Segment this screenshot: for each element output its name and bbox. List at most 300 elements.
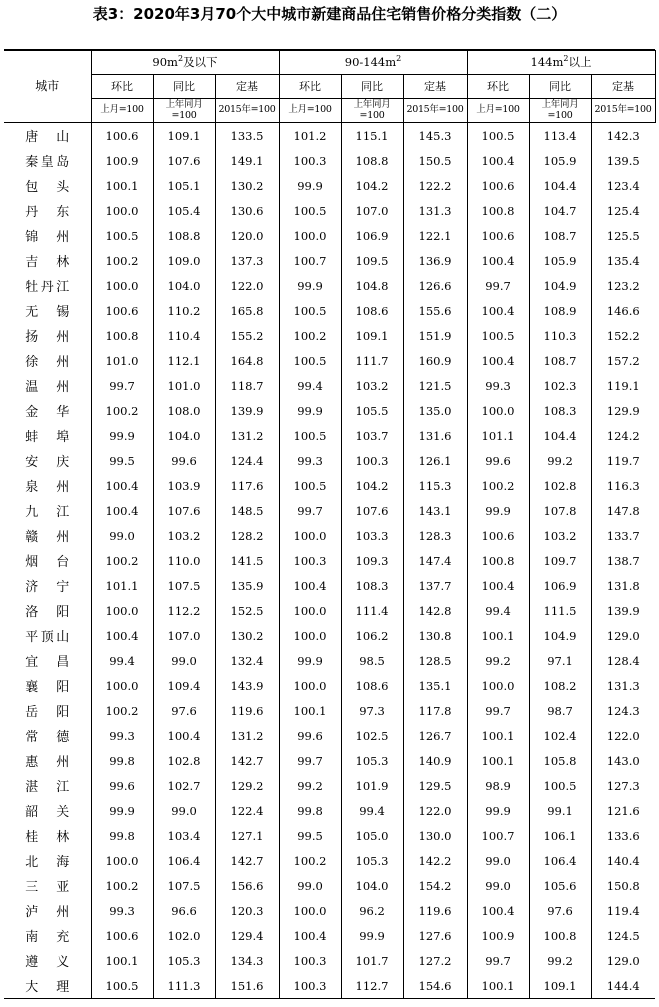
table-row xyxy=(4,223,655,248)
value-cell: 106.9 xyxy=(341,223,403,248)
value-cell: 100.0 xyxy=(279,223,341,248)
value-cell: 112.2 xyxy=(153,598,215,623)
value-cell: 99.5 xyxy=(279,823,341,848)
value-cell: 131.2 xyxy=(215,423,279,448)
city-cell xyxy=(4,598,91,623)
table-row xyxy=(4,823,655,848)
value-cell: 100.6 xyxy=(467,523,529,548)
table-row xyxy=(4,848,655,873)
value-cell: 111.5 xyxy=(529,598,591,623)
value-cell: 124.3 xyxy=(591,698,655,723)
value-cell: 100.8 xyxy=(91,323,153,348)
city-name: 桂林 xyxy=(25,830,70,845)
value-cell: 142.7 xyxy=(215,848,279,873)
value-cell: 101.2 xyxy=(279,123,341,149)
city-name: 大理 xyxy=(25,980,70,995)
value-cell: 111.4 xyxy=(341,598,403,623)
city-name: 吉林 xyxy=(25,255,70,270)
value-cell: 135.0 xyxy=(403,398,467,423)
value-cell: 99.2 xyxy=(467,648,529,673)
value-cell: 107.0 xyxy=(341,198,403,223)
value-cell: 100.6 xyxy=(467,223,529,248)
value-cell: 97.3 xyxy=(341,698,403,723)
value-cell: 147.8 xyxy=(591,498,655,523)
value-cell: 99.1 xyxy=(529,798,591,823)
value-cell: 100.5 xyxy=(467,323,529,348)
value-cell: 126.1 xyxy=(403,448,467,473)
subheader-mom: 环比 xyxy=(91,75,153,99)
base-header-fixed: 2015年=100 xyxy=(591,99,655,123)
value-cell: 99.9 xyxy=(279,273,341,298)
base-header-yoy: 上年同月=100 xyxy=(341,99,403,123)
value-cell: 130.2 xyxy=(215,173,279,198)
value-cell: 101.0 xyxy=(153,373,215,398)
city-cell xyxy=(4,823,91,848)
value-cell: 135.4 xyxy=(591,248,655,273)
value-cell: 107.5 xyxy=(153,573,215,598)
table-row xyxy=(4,173,655,198)
table-body xyxy=(4,123,655,999)
base-header-mom: 上月=100 xyxy=(467,99,529,123)
value-cell: 99.7 xyxy=(279,748,341,773)
value-cell: 97.6 xyxy=(153,698,215,723)
table-row xyxy=(4,648,655,673)
value-cell: 99.6 xyxy=(467,448,529,473)
value-cell: 130.6 xyxy=(215,198,279,223)
value-cell: 99.0 xyxy=(467,848,529,873)
table-row xyxy=(4,523,655,548)
value-cell: 117.6 xyxy=(215,473,279,498)
value-cell: 101.9 xyxy=(341,773,403,798)
value-cell: 100.1 xyxy=(91,173,153,198)
city-cell xyxy=(4,473,91,498)
value-cell: 129.4 xyxy=(215,923,279,948)
group-header-medium: $90-144m^2$ xyxy=(279,51,467,75)
value-cell: 152.5 xyxy=(215,598,279,623)
city-name: 平顶山 xyxy=(25,630,70,645)
value-cell: 120.0 xyxy=(215,223,279,248)
value-cell: 145.3 xyxy=(403,123,467,149)
city-cell xyxy=(4,323,91,348)
value-cell: 112.1 xyxy=(153,348,215,373)
value-cell: 99.0 xyxy=(153,798,215,823)
city-cell xyxy=(4,923,91,948)
value-cell: 150.8 xyxy=(591,873,655,898)
value-cell: 104.2 xyxy=(341,173,403,198)
value-cell: 99.0 xyxy=(91,523,153,548)
value-cell: 102.8 xyxy=(153,748,215,773)
value-cell: 107.8 xyxy=(529,498,591,523)
table-row xyxy=(4,748,655,773)
price-index-table xyxy=(4,50,656,999)
value-cell: 110.3 xyxy=(529,323,591,348)
value-cell: 155.2 xyxy=(215,323,279,348)
value-cell: 113.4 xyxy=(529,123,591,149)
value-cell: 106.1 xyxy=(529,823,591,848)
value-cell: 99.3 xyxy=(91,898,153,923)
value-cell: 103.7 xyxy=(341,423,403,448)
value-cell: 122.2 xyxy=(403,173,467,198)
value-cell: 102.0 xyxy=(153,923,215,948)
value-cell: 154.6 xyxy=(403,973,467,999)
value-cell: 142.3 xyxy=(591,123,655,149)
value-cell: 99.2 xyxy=(529,448,591,473)
table-row xyxy=(4,948,655,973)
value-cell: 100.2 xyxy=(279,323,341,348)
city-name: 常德 xyxy=(25,730,70,745)
subheader-yoy: 同比 xyxy=(153,75,215,99)
value-cell: 98.9 xyxy=(467,773,529,798)
table-row xyxy=(4,573,655,598)
city-name: 赣州 xyxy=(25,530,70,545)
value-cell: 151.9 xyxy=(403,323,467,348)
value-cell: 146.6 xyxy=(591,298,655,323)
value-cell: 106.4 xyxy=(529,848,591,873)
base-header-yoy: 上年同月=100 xyxy=(153,99,215,123)
value-cell: 100.2 xyxy=(91,248,153,273)
table-row xyxy=(4,973,655,999)
value-cell: 100.7 xyxy=(279,248,341,273)
value-cell: 99.8 xyxy=(91,748,153,773)
value-cell: 100.0 xyxy=(91,198,153,223)
value-cell: 102.3 xyxy=(529,373,591,398)
value-cell: 99.7 xyxy=(91,373,153,398)
table-row xyxy=(4,923,655,948)
value-cell: 122.0 xyxy=(403,798,467,823)
value-cell: 99.9 xyxy=(279,398,341,423)
city-cell xyxy=(4,173,91,198)
city-cell xyxy=(4,373,91,398)
value-cell: 107.6 xyxy=(153,148,215,173)
city-cell xyxy=(4,948,91,973)
base-header-fixed: 2015年=100 xyxy=(215,99,279,123)
table-row xyxy=(4,773,655,798)
value-cell: 105.3 xyxy=(341,848,403,873)
value-cell: 122.0 xyxy=(591,723,655,748)
value-cell: 119.6 xyxy=(403,898,467,923)
value-cell: 100.5 xyxy=(279,473,341,498)
value-cell: 131.3 xyxy=(591,673,655,698)
city-cell xyxy=(4,198,91,223)
table-row xyxy=(4,198,655,223)
value-cell: 100.1 xyxy=(467,623,529,648)
table-row xyxy=(4,623,655,648)
table-row xyxy=(4,873,655,898)
subheader-mom: 环比 xyxy=(467,75,529,99)
value-cell: 108.3 xyxy=(529,398,591,423)
value-cell: 143.9 xyxy=(215,673,279,698)
city-name: 湛江 xyxy=(25,780,70,795)
value-cell: 150.5 xyxy=(403,148,467,173)
value-cell: 117.8 xyxy=(403,698,467,723)
value-cell: 100.1 xyxy=(91,948,153,973)
city-cell xyxy=(4,873,91,898)
value-cell: 139.5 xyxy=(591,148,655,173)
value-cell: 142.8 xyxy=(403,598,467,623)
city-name: 蚌埠 xyxy=(25,430,70,445)
value-cell: 124.5 xyxy=(591,923,655,948)
value-cell: 100.3 xyxy=(279,148,341,173)
table-row xyxy=(4,598,655,623)
value-cell: 130.8 xyxy=(403,623,467,648)
table-header xyxy=(4,51,655,123)
table-row xyxy=(4,548,655,573)
value-cell: 131.2 xyxy=(215,723,279,748)
value-cell: 124.2 xyxy=(591,423,655,448)
value-cell: 104.9 xyxy=(529,623,591,648)
value-cell: 104.7 xyxy=(529,198,591,223)
group-header-small: $90m^2$及以下 xyxy=(91,51,279,75)
value-cell: 125.4 xyxy=(591,198,655,223)
city-cell xyxy=(4,548,91,573)
table-row xyxy=(4,148,655,173)
value-cell: 100.1 xyxy=(467,748,529,773)
value-cell: 107.0 xyxy=(153,623,215,648)
value-cell: 105.3 xyxy=(341,748,403,773)
value-cell: 100.6 xyxy=(91,923,153,948)
value-cell: 138.7 xyxy=(591,548,655,573)
value-cell: 118.7 xyxy=(215,373,279,398)
value-cell: 129.2 xyxy=(215,773,279,798)
subheader-mom: 环比 xyxy=(279,75,341,99)
value-cell: 97.6 xyxy=(529,898,591,923)
value-cell: 99.8 xyxy=(279,798,341,823)
value-cell: 111.3 xyxy=(153,973,215,999)
value-cell: 100.5 xyxy=(91,973,153,999)
value-cell: 108.8 xyxy=(341,148,403,173)
value-cell: 99.9 xyxy=(279,173,341,198)
city-name: 徐州 xyxy=(25,355,70,370)
value-cell: 96.6 xyxy=(153,898,215,923)
value-cell: 122.1 xyxy=(403,223,467,248)
value-cell: 100.4 xyxy=(467,298,529,323)
value-cell: 100.5 xyxy=(467,123,529,149)
value-cell: 157.2 xyxy=(591,348,655,373)
table-row xyxy=(4,448,655,473)
value-cell: 133.7 xyxy=(591,523,655,548)
value-cell: 128.3 xyxy=(403,523,467,548)
value-cell: 100.2 xyxy=(91,873,153,898)
city-name: 扬州 xyxy=(25,330,70,345)
group-header-large: $144m^2$以上 xyxy=(467,51,655,75)
value-cell: 99.7 xyxy=(467,948,529,973)
value-cell: 111.7 xyxy=(341,348,403,373)
city-cell xyxy=(4,573,91,598)
value-cell: 100.4 xyxy=(91,623,153,648)
value-cell: 160.9 xyxy=(403,348,467,373)
value-cell: 104.4 xyxy=(529,173,591,198)
value-cell: 128.4 xyxy=(591,648,655,673)
value-cell: 99.3 xyxy=(279,448,341,473)
table-row xyxy=(4,398,655,423)
value-cell: 140.9 xyxy=(403,748,467,773)
value-cell: 147.4 xyxy=(403,548,467,573)
city-cell xyxy=(4,848,91,873)
value-cell: 105.8 xyxy=(529,748,591,773)
value-cell: 97.1 xyxy=(529,648,591,673)
value-cell: 108.8 xyxy=(153,223,215,248)
city-name: 襄阳 xyxy=(25,680,70,695)
value-cell: 100.2 xyxy=(279,848,341,873)
value-cell: 99.9 xyxy=(341,923,403,948)
city-cell xyxy=(4,623,91,648)
value-cell: 100.6 xyxy=(91,123,153,149)
value-cell: 99.9 xyxy=(91,423,153,448)
value-cell: 100.6 xyxy=(467,173,529,198)
value-cell: 100.5 xyxy=(91,223,153,248)
city-name: 锦州 xyxy=(25,230,70,245)
value-cell: 141.5 xyxy=(215,548,279,573)
value-cell: 100.0 xyxy=(279,898,341,923)
value-cell: 102.8 xyxy=(529,473,591,498)
value-cell: 105.6 xyxy=(529,873,591,898)
value-cell: 100.4 xyxy=(467,148,529,173)
value-cell: 100.9 xyxy=(91,148,153,173)
value-cell: 100.4 xyxy=(91,473,153,498)
subheader-yoy: 同比 xyxy=(341,75,403,99)
value-cell: 120.3 xyxy=(215,898,279,923)
city-name: 三亚 xyxy=(25,880,70,895)
value-cell: 103.2 xyxy=(529,523,591,548)
value-cell: 99.0 xyxy=(279,873,341,898)
city-name: 遵义 xyxy=(25,955,70,970)
value-cell: 105.3 xyxy=(153,948,215,973)
value-cell: 128.2 xyxy=(215,523,279,548)
value-cell: 99.9 xyxy=(279,648,341,673)
value-cell: 96.2 xyxy=(341,898,403,923)
value-cell: 108.6 xyxy=(341,298,403,323)
table-row xyxy=(4,298,655,323)
value-cell: 106.2 xyxy=(341,623,403,648)
value-cell: 100.4 xyxy=(91,498,153,523)
value-cell: 99.3 xyxy=(91,723,153,748)
table-row xyxy=(4,373,655,398)
value-cell: 99.9 xyxy=(467,498,529,523)
value-cell: 143.0 xyxy=(591,748,655,773)
value-cell: 104.8 xyxy=(341,273,403,298)
value-cell: 99.9 xyxy=(91,798,153,823)
value-cell: 103.9 xyxy=(153,473,215,498)
city-name: 宜昌 xyxy=(25,655,70,670)
value-cell: 100.3 xyxy=(279,548,341,573)
city-cell xyxy=(4,448,91,473)
city-name: 唐山 xyxy=(25,130,70,145)
city-name: 北海 xyxy=(25,855,70,870)
value-cell: 122.0 xyxy=(215,273,279,298)
value-cell: 108.6 xyxy=(341,673,403,698)
city-name: 惠州 xyxy=(25,755,70,770)
city-cell xyxy=(4,648,91,673)
value-cell: 100.0 xyxy=(91,673,153,698)
value-cell: 127.2 xyxy=(403,948,467,973)
value-cell: 135.1 xyxy=(403,673,467,698)
value-cell: 156.6 xyxy=(215,873,279,898)
value-cell: 109.5 xyxy=(341,248,403,273)
value-cell: 102.5 xyxy=(341,723,403,748)
value-cell: 105.9 xyxy=(529,148,591,173)
value-cell: 99.7 xyxy=(467,698,529,723)
value-cell: 108.3 xyxy=(341,573,403,598)
value-cell: 165.8 xyxy=(215,298,279,323)
city-cell xyxy=(4,773,91,798)
value-cell: 109.7 xyxy=(529,548,591,573)
value-cell: 112.7 xyxy=(341,973,403,999)
value-cell: 100.4 xyxy=(279,923,341,948)
value-cell: 99.0 xyxy=(153,648,215,673)
value-cell: 129.9 xyxy=(591,398,655,423)
city-cell xyxy=(4,523,91,548)
value-cell: 100.7 xyxy=(467,823,529,848)
value-cell: 100.4 xyxy=(467,898,529,923)
value-cell: 109.3 xyxy=(341,548,403,573)
value-cell: 109.4 xyxy=(153,673,215,698)
value-cell: 106.9 xyxy=(529,573,591,598)
value-cell: 142.2 xyxy=(403,848,467,873)
city-cell xyxy=(4,723,91,748)
value-cell: 100.1 xyxy=(467,973,529,999)
value-cell: 102.7 xyxy=(153,773,215,798)
value-cell: 100.0 xyxy=(279,523,341,548)
value-cell: 148.5 xyxy=(215,498,279,523)
city-cell xyxy=(4,223,91,248)
value-cell: 100.6 xyxy=(91,298,153,323)
value-cell: 99.9 xyxy=(467,798,529,823)
city-name: 泸州 xyxy=(25,905,70,920)
city-name: 温州 xyxy=(25,380,70,395)
value-cell: 100.0 xyxy=(279,673,341,698)
value-cell: 100.3 xyxy=(279,973,341,999)
city-name: 烟台 xyxy=(25,555,70,570)
value-cell: 100.5 xyxy=(279,348,341,373)
table-title: 表3：2020年3月70个大中城市新建商品住宅销售价格分类指数（二） xyxy=(92,5,567,23)
value-cell: 164.8 xyxy=(215,348,279,373)
city-name: 济宁 xyxy=(25,580,70,595)
value-cell: 131.3 xyxy=(403,198,467,223)
value-cell: 104.9 xyxy=(529,273,591,298)
table-row xyxy=(4,898,655,923)
value-cell: 100.4 xyxy=(467,348,529,373)
value-cell: 109.1 xyxy=(341,323,403,348)
table-row xyxy=(4,473,655,498)
value-cell: 100.3 xyxy=(341,448,403,473)
value-cell: 129.0 xyxy=(591,948,655,973)
value-cell: 143.1 xyxy=(403,498,467,523)
value-cell: 101.1 xyxy=(91,573,153,598)
value-cell: 99.6 xyxy=(91,773,153,798)
value-cell: 99.6 xyxy=(279,723,341,748)
value-cell: 99.2 xyxy=(279,773,341,798)
city-name: 丹东 xyxy=(25,205,70,220)
value-cell: 104.0 xyxy=(153,423,215,448)
value-cell: 100.5 xyxy=(279,423,341,448)
city-name: 秦皇岛 xyxy=(25,155,70,170)
value-cell: 149.1 xyxy=(215,148,279,173)
value-cell: 122.4 xyxy=(215,798,279,823)
city-cell xyxy=(4,248,91,273)
value-cell: 100.2 xyxy=(91,698,153,723)
value-cell: 103.2 xyxy=(341,373,403,398)
city-cell xyxy=(4,423,91,448)
value-cell: 100.4 xyxy=(279,573,341,598)
value-cell: 100.4 xyxy=(467,573,529,598)
city-name: 韶关 xyxy=(25,805,70,820)
value-cell: 108.7 xyxy=(529,223,591,248)
value-cell: 119.1 xyxy=(591,373,655,398)
value-cell: 144.4 xyxy=(591,973,655,999)
value-cell: 116.3 xyxy=(591,473,655,498)
city-cell xyxy=(4,748,91,773)
value-cell: 134.3 xyxy=(215,948,279,973)
